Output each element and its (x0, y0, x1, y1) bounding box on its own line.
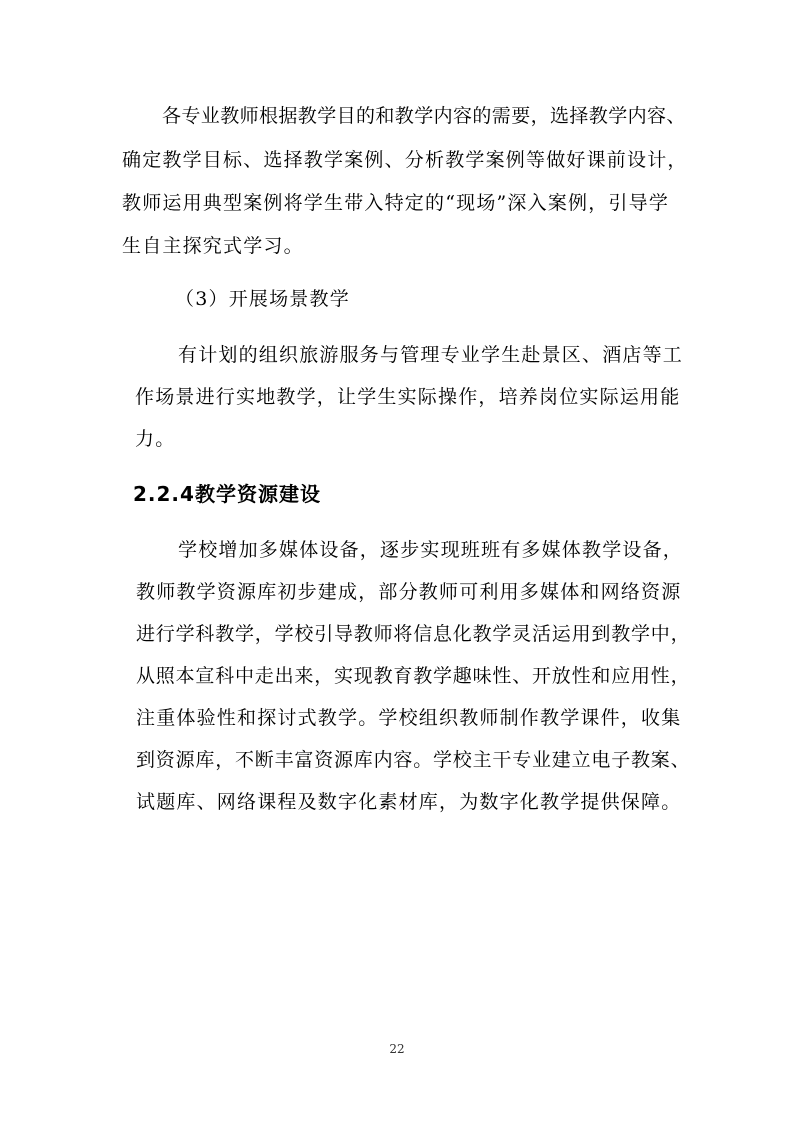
paragraph-line: 力。 (135, 428, 176, 450)
section-heading: 2.2.4教学资源建设 (133, 482, 321, 506)
page-number: 22 (389, 1042, 405, 1056)
paragraph-line: 教师运用典型案例将学生带入特定的“现场”深入案例，引导学 (122, 192, 670, 214)
paragraph-line: 确定教学目标、选择教学案例、分析教学案例等做好课前设计， (122, 149, 688, 171)
paragraph-line: 到资源库，不断丰富资源库内容。学校主干专业建立电子教案、 (136, 749, 691, 771)
paragraph-line: 教师教学资源库初步建成，部分教师可利用多媒体和网络资源 (136, 581, 682, 603)
paragraph-line: 试题库、网络课程及数字化素材库，为数字化教学提供保障。 (136, 791, 682, 813)
paragraph-line: 有计划的组织旅游服务与管理专业学生赴景区、酒店等工 (178, 344, 684, 366)
subheading-scene-teaching: （3）开展场景教学 (175, 288, 350, 310)
paragraph-line: 进行学科教学，学校引导教师将信息化教学灵活运用到教学中， (136, 623, 691, 645)
paragraph-line: 各专业教师根据教学目的和教学内容的需要，选择教学内容、 (162, 105, 686, 127)
paragraph-line: 从照本宣科中走出来，实现教育教学趣味性、开放性和应用性， (136, 665, 691, 687)
paragraph-line: 学校增加多媒体设备，逐步实现班班有多媒体教学设备， (178, 539, 684, 561)
paragraph-line: 注重体验性和探讨式教学。学校组织教师制作教学课件，收集 (136, 707, 682, 729)
paragraph-line: 生自主探究式学习。 (122, 235, 304, 257)
paragraph-line: 作场景进行实地教学，让学生实际操作，培养岗位实际运用能 (135, 386, 681, 408)
